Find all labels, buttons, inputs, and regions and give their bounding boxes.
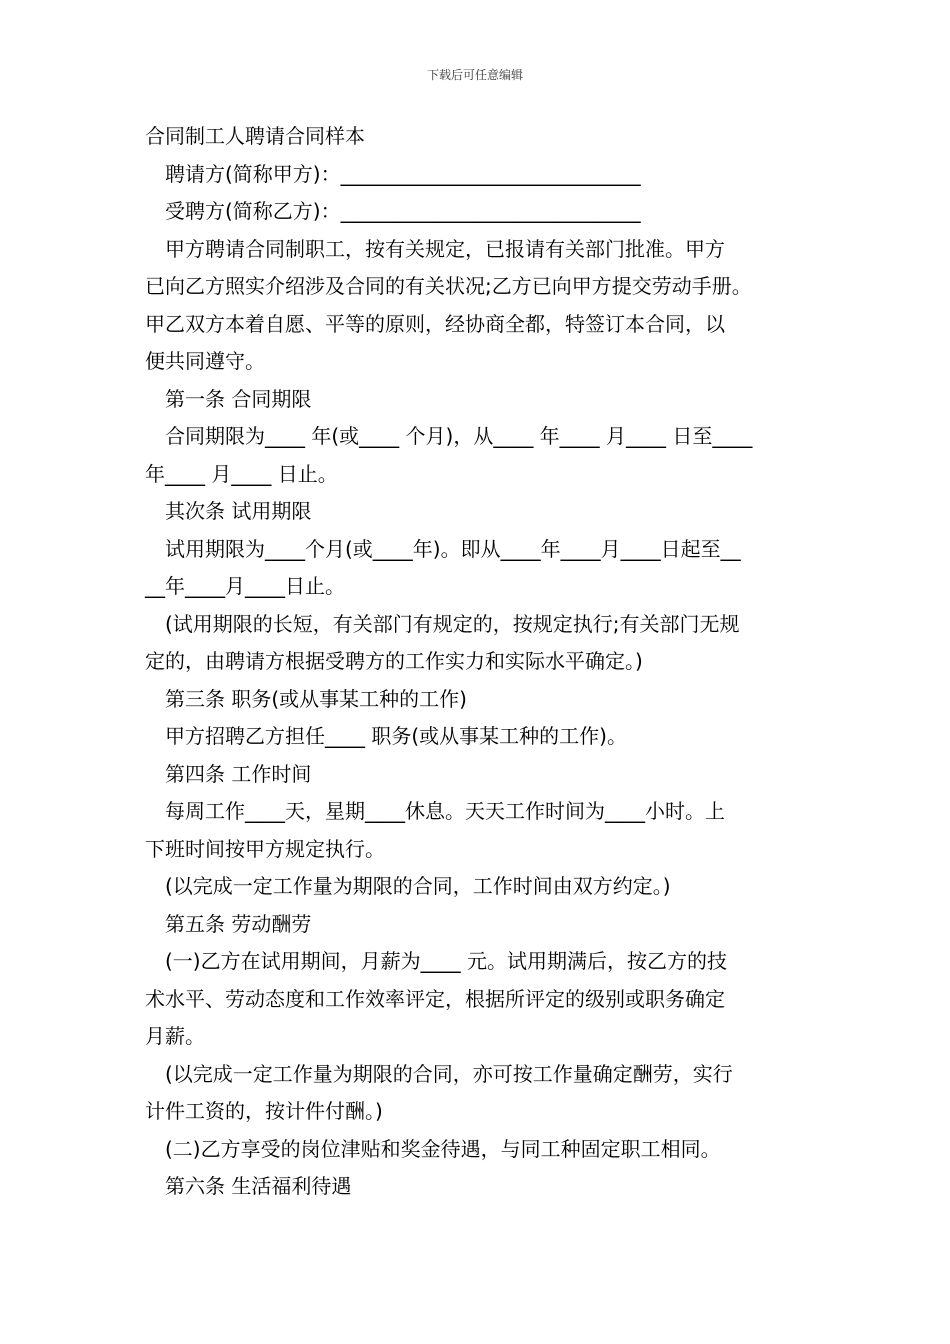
section-heading: 第五条 劳动酬劳 — [165, 911, 312, 936]
text-line: 甲方招聘乙方担任____ 职务(或从事某工种的工作)。 — [165, 724, 627, 748]
text-line: 试用期限为____个月(或____年)。即从____年____月____日起至__ — [165, 536, 741, 561]
text-line: (试用期限的长短，有关部门有规定的，按规定执行;有关部门无规 — [165, 611, 740, 636]
text-line: 下班时间按甲方规定执行。 — [145, 836, 385, 861]
text-line: 合同期限为____ 年(或____ 个月)，从____ 年____ 月____ 日至____ — [165, 424, 753, 448]
document-title: 合同制工人聘请合同样本 — [145, 124, 365, 148]
text-line: 已向乙方照实介绍涉及合同的有关状况;乙方已向甲方提交劳动手册。 — [145, 274, 752, 298]
text-line: (一)乙方在试用期间，月薪为____ 元。试用期满后，按乙方的技 — [165, 949, 727, 973]
text-line: (以完成一定工作量为期限的合同，工作时间由双方约定。) — [165, 874, 671, 898]
text-line: 聘请方(简称甲方)：______________________________ — [165, 161, 641, 186]
text-line: 计件工资的，按计件付酬。) — [145, 1099, 383, 1123]
text-line: 月薪。 — [145, 1024, 205, 1048]
text-line: 受聘方(简称乙方)：______________________________ — [165, 199, 641, 223]
text-line: 每周工作____天，星期____休息。天天工作时间为____小时。上 — [165, 799, 725, 823]
text-line: 甲乙双方本着自愿、平等的原则，经协商全都，特签订本合同，以 — [145, 311, 725, 336]
text-line: (二)乙方享受的岗位津贴和奖金待遇，与同工种固定职工相同。 — [165, 1136, 721, 1161]
section-heading: 第三条 职务(或从事某工种的工作) — [165, 686, 467, 711]
text-line: 术水平、劳动态度和工作效率评定，根据所评定的级别或职务确定 — [145, 986, 725, 1011]
page-header-note: 下载后可任意编辑 — [426, 68, 523, 82]
section-heading: 第六条 生活福利待遇 — [165, 1174, 352, 1198]
text-line: 便共同遵守。 — [145, 349, 265, 373]
text-line: 年____ 月____ 日止。 — [145, 461, 338, 486]
text-line: (以完成一定工作量为期限的合同，亦可按工作量确定酬劳，实行 — [165, 1061, 733, 1086]
section-heading: 第一条 合同期限 — [165, 386, 312, 411]
document-body — [145, 118, 815, 1206]
text-line: __年____月____日止。 — [145, 574, 345, 598]
section-heading: 其次条 试用期限 — [165, 499, 312, 523]
text-line: 甲方聘请合同制职工，按有关规定，已报请有关部门批准。甲方 — [165, 236, 725, 261]
text-line: 定的，由聘请方根据受聘方的工作实力和实际水平确定。) — [145, 649, 643, 673]
section-heading: 第四条 工作时间 — [165, 761, 312, 786]
